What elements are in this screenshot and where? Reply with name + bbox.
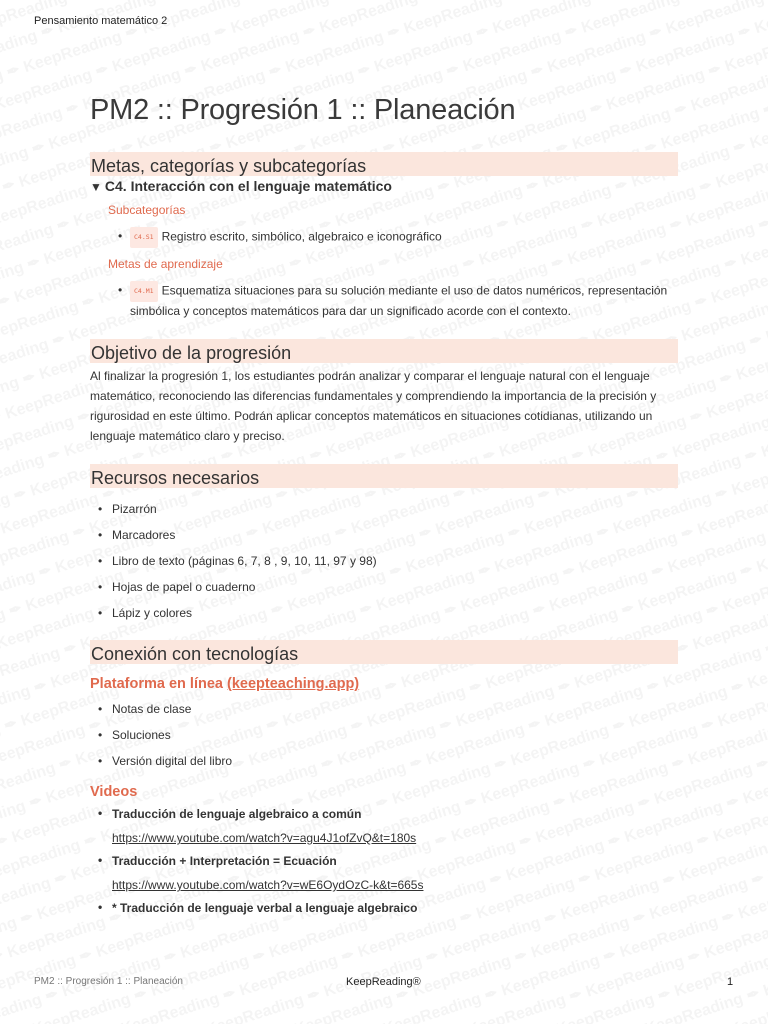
watermark-row (0, 987, 768, 1024)
page-number: 1 (727, 976, 734, 988)
list-item: • Hojas de papel o cuaderno (90, 574, 678, 600)
video-item (90, 900, 678, 916)
video-item (90, 853, 678, 892)
section-heading-recursos: Recursos necesarios (90, 464, 678, 488)
list-item-text: Esquematiza situaciones para su solución mediante el uso de datos numéricos, representación simbólica y conceptos matemáticos para dar un significado acorde con el contexto. (130, 283, 668, 318)
watermark-row (0, 1012, 768, 1024)
list-item: • Libro de texto (páginas 6, 7, 8 , 9, 10, 11, 97 y 98) (90, 548, 678, 574)
category-toggle[interactable] (90, 178, 678, 194)
plataforma-list (90, 696, 678, 774)
list-item (112, 227, 678, 248)
keepteaching-link[interactable]: (keepteaching.app) (227, 676, 360, 692)
subcategorias-list (112, 227, 678, 248)
video-title: Traducción + Interpretación = Ecuación (112, 854, 337, 868)
running-head: Pensamiento matemático 2 (34, 15, 168, 27)
video-item (90, 806, 678, 845)
list-item: • Versión digital del libro (90, 748, 678, 774)
video-title: * Traducción de lenguaje verbal a lenguaje algebraico (112, 901, 418, 915)
section-heading-metas: Metas, categorías y subcategorías (90, 152, 678, 176)
footer-brand: KeepReading® (346, 976, 421, 988)
list-item: • Marcadores (90, 522, 678, 548)
video-title: Traducción de lenguaje algebraico a común (112, 807, 362, 821)
category-title: C4. Interacción con el lenguaje matemático (104, 178, 392, 194)
footer-title: PM2 :: Progresión 1 :: Planeación (34, 976, 183, 987)
triangle-down-icon[interactable]: ▼ (90, 180, 102, 194)
section-heading-tecnologias: Conexión con tecnologías (90, 640, 678, 664)
list-item-text: Registro escrito, simbólico, algebraico e iconográfico (161, 229, 442, 244)
plataforma-label: Plataforma en línea (90, 676, 223, 692)
list-item: • Lápiz y colores (90, 600, 678, 626)
watermark-row (23, 961, 768, 1024)
page-title: PM2 :: Progresión 1 :: Planeación (90, 94, 516, 126)
watermark-row (0, 0, 756, 86)
video-link[interactable]: https://www.youtube.com/watch?v=agu4J1ofZvQ&t=180s (112, 831, 417, 845)
objetivo-text: Al finalizar la progresión 1, los estudiantes podrán analizar y comparar el lenguaje natural con el lenguaje matemático, reconociendo las diferencias fundamentales y comprendiendo la importancia de la precisión y rigurosidad en este último. Podrán aplicar conceptos matemáticos en situaciones cotidianas, utilizando un lenguaje matemático claro y preciso. (90, 369, 657, 443)
list-item: • Soluciones (90, 722, 678, 748)
video-link[interactable]: https://www.youtube.com/watch?v=wE6OydOzC-k&t=665s (112, 878, 424, 892)
document-body (90, 152, 678, 924)
code-badge: C4.M1 (130, 281, 158, 302)
subcategorias-label: Subcategorías (108, 203, 186, 217)
section-heading-objetivo: Objetivo de la progresión (90, 339, 678, 363)
list-item (112, 281, 678, 321)
videos-heading: Videos (90, 784, 138, 800)
code-badge: C4.S1 (130, 227, 158, 248)
recursos-list (90, 496, 678, 626)
metas-label: Metas de aprendizaje (108, 257, 223, 271)
metas-list (112, 281, 678, 321)
list-item: • Pizarrón (90, 496, 678, 522)
videos-list (90, 806, 678, 916)
watermark-row (0, 910, 768, 1024)
plataforma-heading (90, 676, 678, 692)
list-item: • Notas de clase (90, 696, 678, 722)
